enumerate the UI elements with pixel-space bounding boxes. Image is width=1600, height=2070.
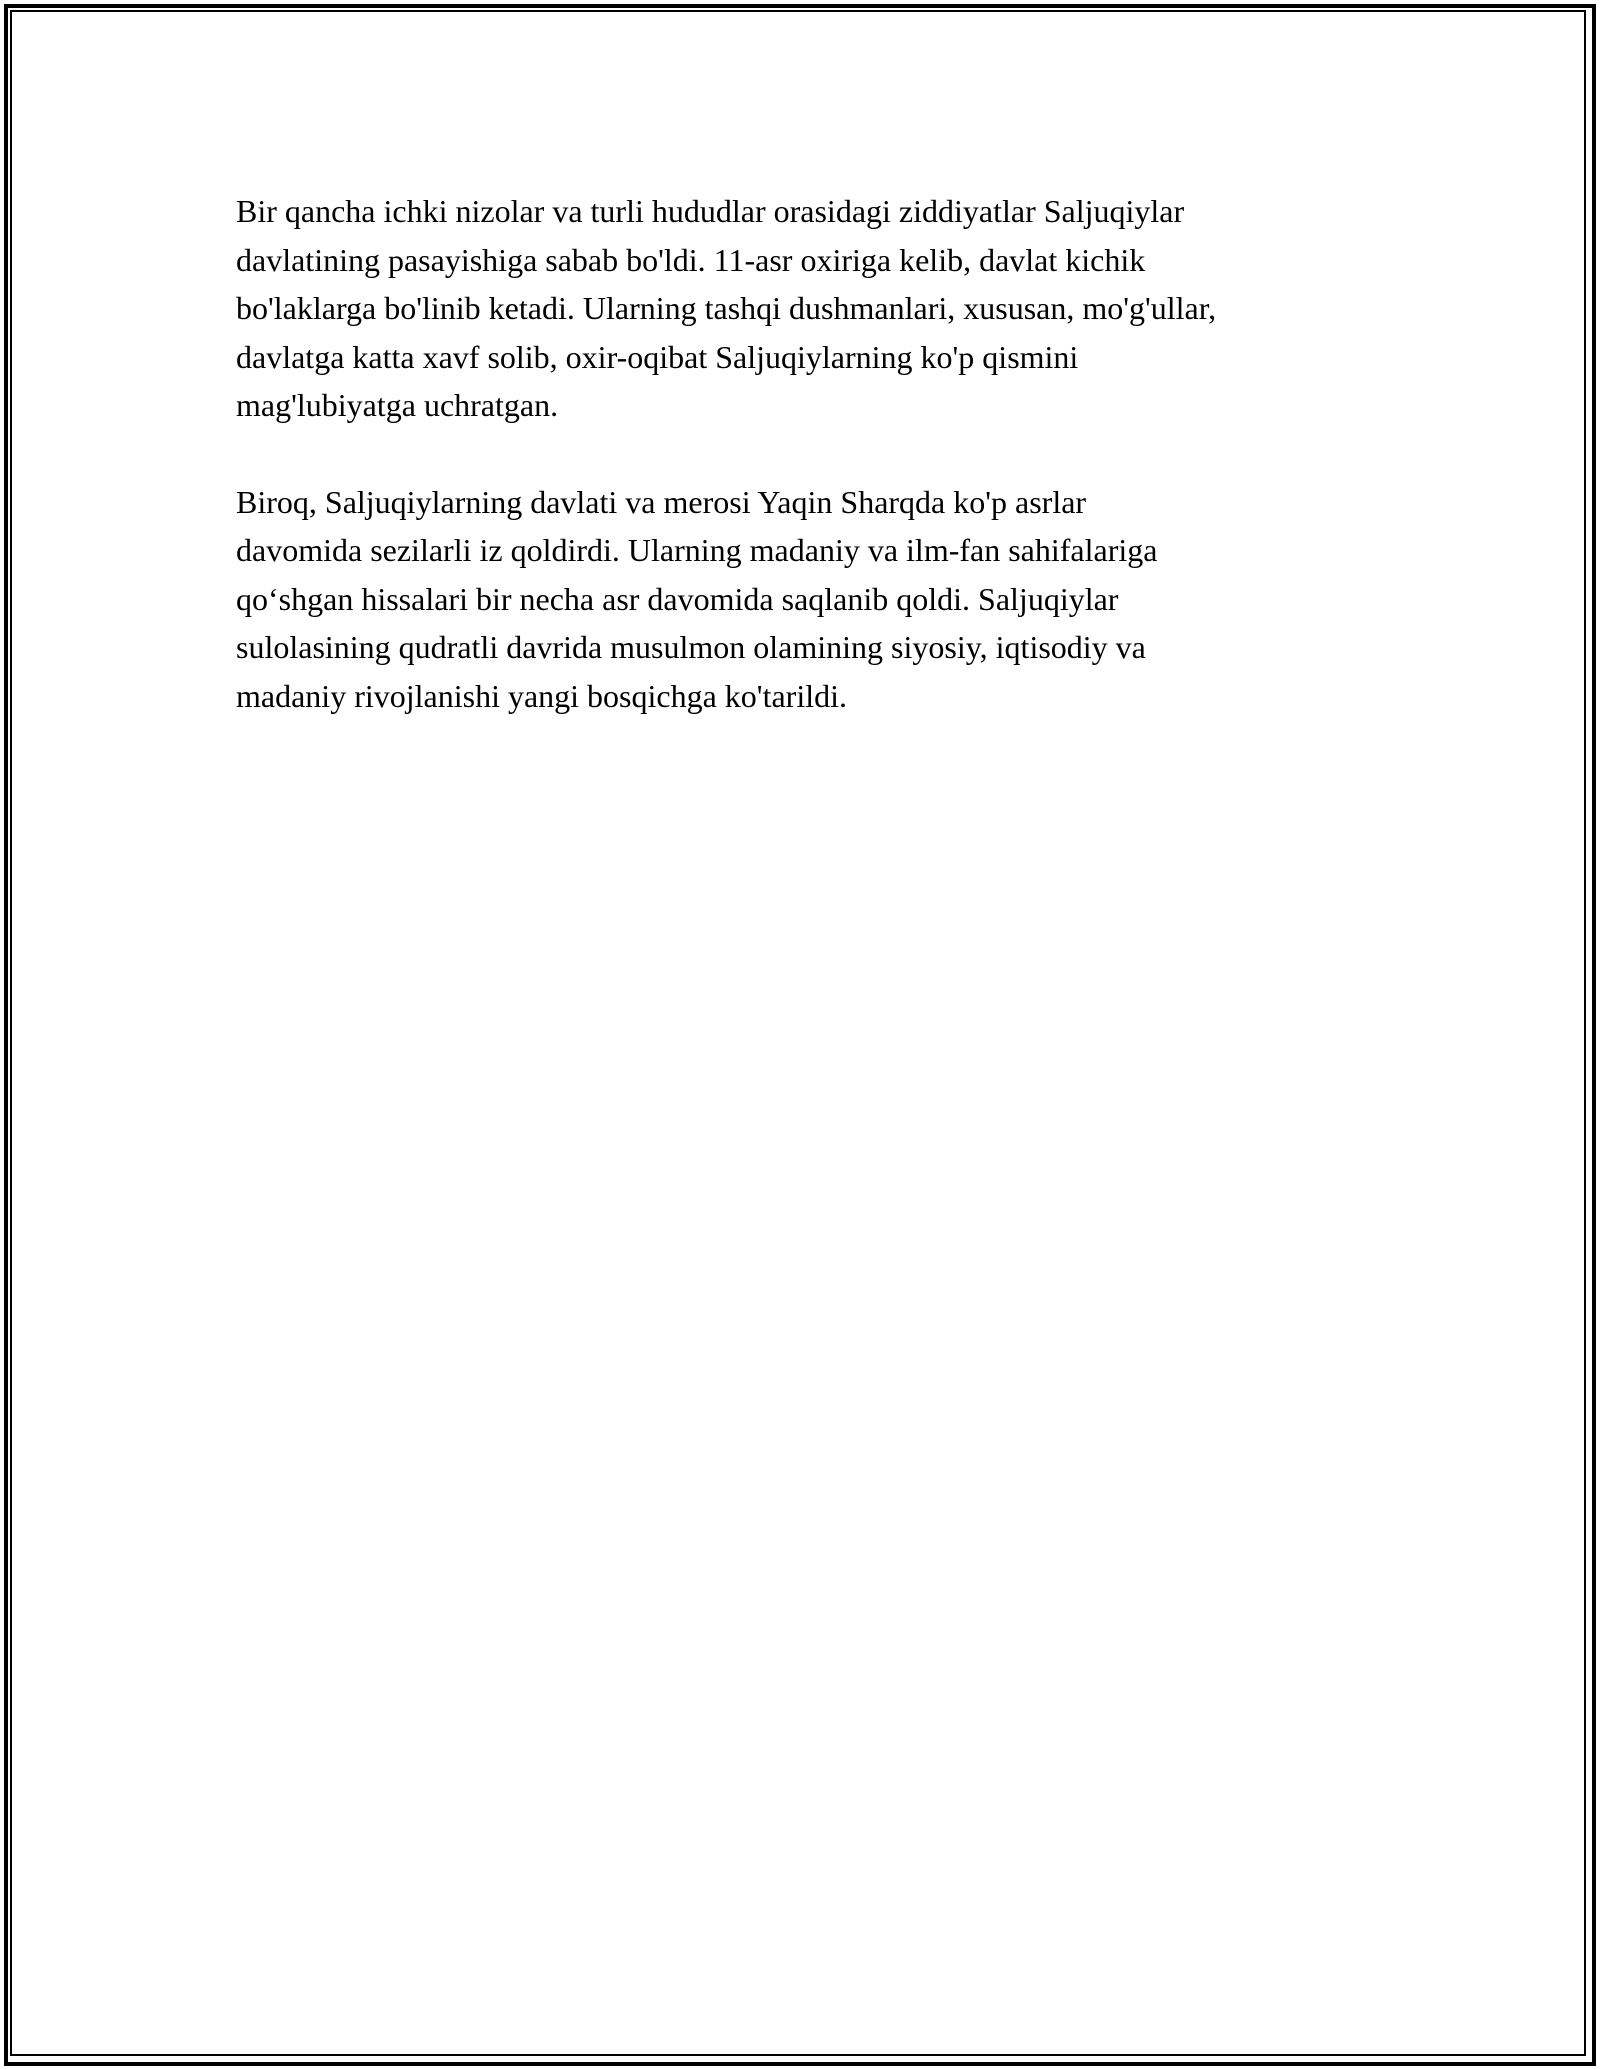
paragraph-1: Bir qancha ichki nizolar va turli hududlar orasidagi ziddiyatlar Saljuqiylar davlatining pasayishiga sabab bo'ldi. 11-asr oxiriga kelib, davlat kichik bo'laklarga bo'linib ketadi. Ularning tashqi dushmanlari, xususan, mo'g'ullar, davlatga katta xavf solib, oxir-oqibat Saljuqiylarning ko'p qismini mag'lubiyatga uchratgan. (236, 193, 1217, 423)
document-body (236, 187, 1376, 768)
paragraph-2: Biroq, Saljuqiylarning davlati va merosi Yaqin Sharqda ko'p asrlar davomida sezilarli iz qoldirdi. Ularning madaniy va ilm-fan sahifalariga qo‘shgan hissalari bir necha asr davomida saqlanib qoldi. Saljuqiylar sulolasining qudratli davrida musulmon olamining siyosiy, iqtisodiy va madaniy rivojlanishi yangi bosqichga ko'tarildi. (236, 483, 1158, 714)
